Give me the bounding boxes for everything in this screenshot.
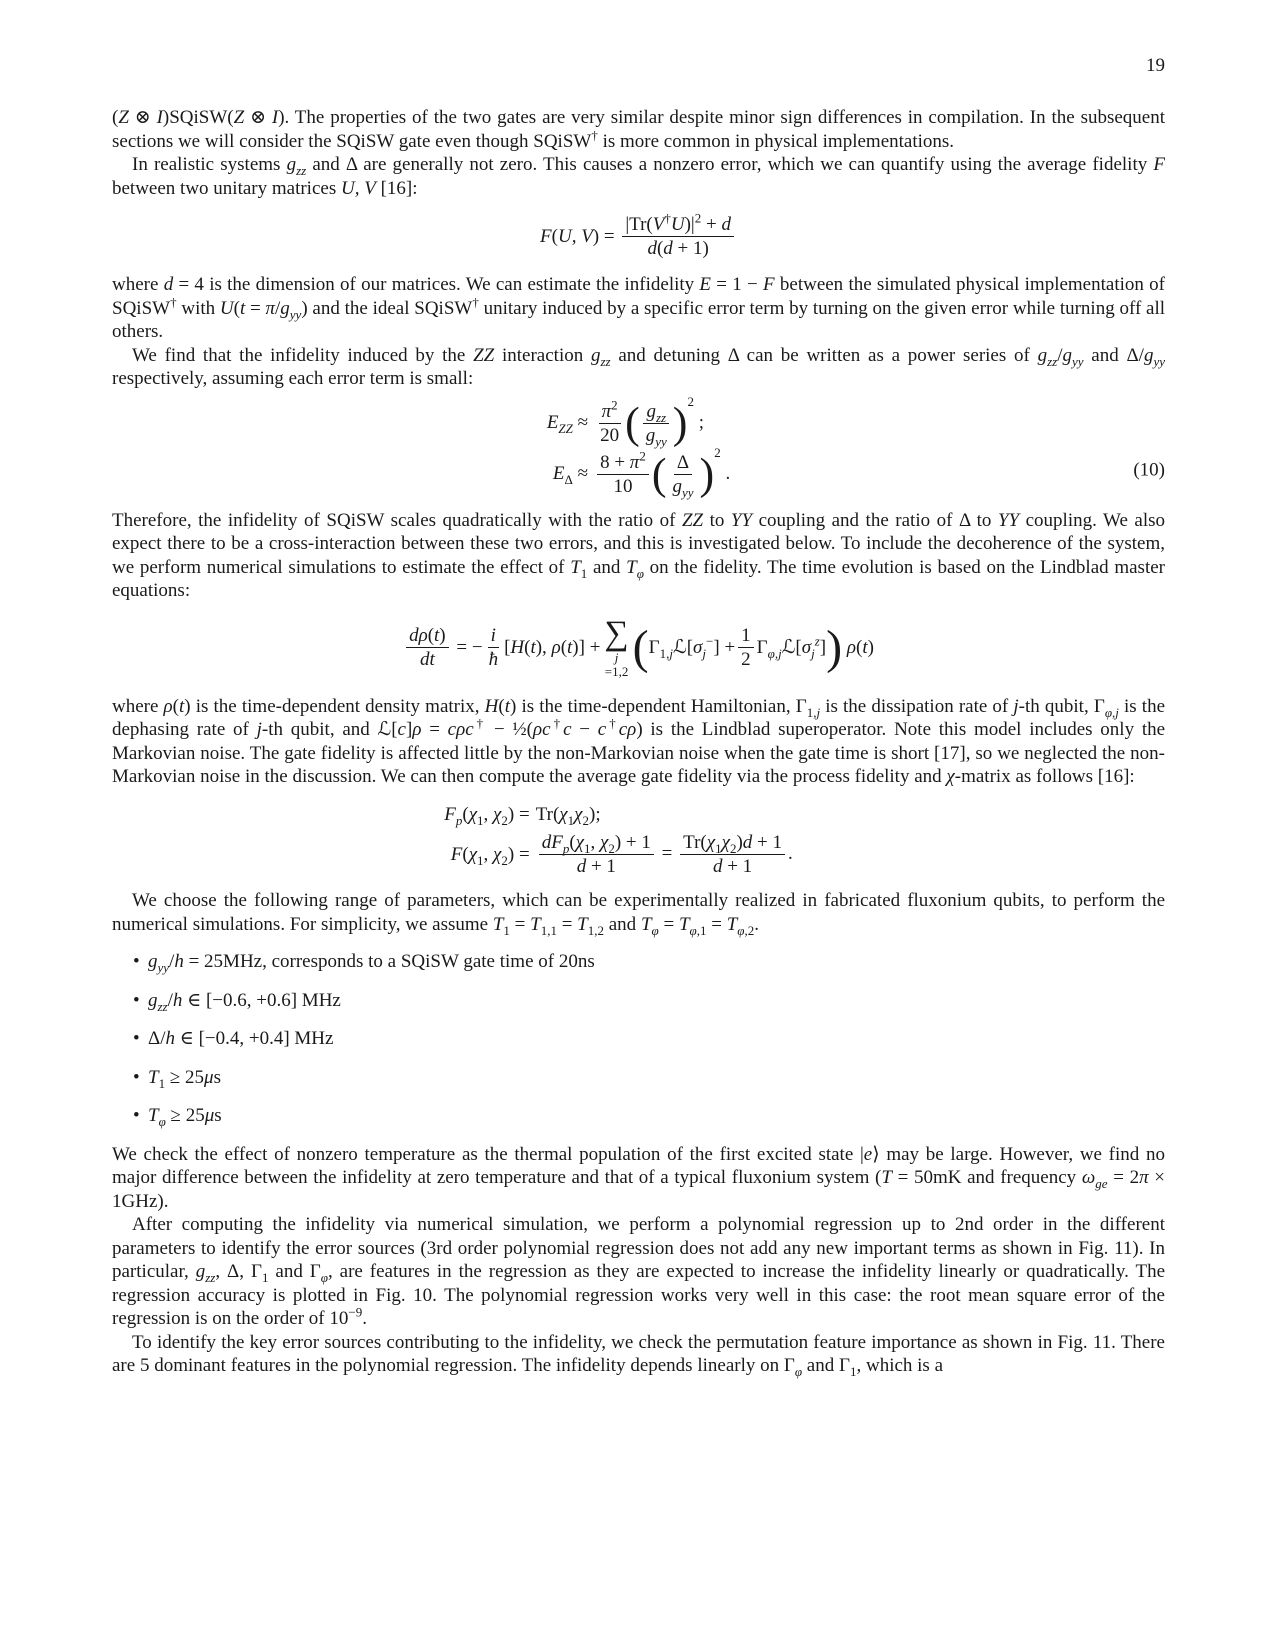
- list-item: • $T_\varphi \ge 25\mu s$: [148, 1104, 1165, 1128]
- parameter-list: [112, 950, 1165, 1128]
- paragraph: We check the effect of nonzero temperature as the thermal population of the first excited state |e⟩ may be large. However, we find no major difference between the infidelity at zero temperature and that of a typical fluxonium system (T = 50mK and frequency $\omega_{ge} = 2\pi \times 1GHz$).: [112, 1143, 1166, 1212]
- page-number: 19: [1146, 55, 1165, 76]
- paragraph: We find that the infidelity induced by the ZZ interaction $g_{zz}$ and detuning Δ can be written as a power series of $g_{zz}/g_{yy}$ and $\Delta/g_{yy}$ respectively, assuming each error term is small:: [112, 344, 1165, 389]
- list-item: • Δ/h ∈ [−0.4, +0.4] MHz: [148, 1027, 1165, 1051]
- lindblad-equation: $\frac{d\rho(t)}{dt}$ = − $\frac{i}{ħ}$ [H(t), ρ(t)] + ∑ j =1,2 ( $\Gamma_{1,j}ℒ[\sigma_j^-]$ + $\frac{1}{2}$ $\Gamma_{\varphi,j}ℒ[\sigma_j^z]$ ) ρ(t): [112, 617, 1165, 679]
- paragraph: Therefore, the infidelity of SQiSW scales quadratically with the ratio of ZZ to YY coupling and the ratio of Δ to YY coupling. We also expect there to be a cross-interaction between these two errors, and this is investigated below. To include the decoherence of the system, we perform numerical simulations to estimate the effect of $T_1$ and $T_\varphi$ on the fidelity. The time evolution is based on the Lindblad master equations:: [112, 509, 1166, 601]
- paragraph: After computing the infidelity via numerical simulation, we perform a polynomial regression up to 2nd order in the different parameters to identify the error sources (3rd order polynomial regression does not add any new important terms as shown in Fig. 11). In particular, $g_{zz}$, Δ, $\Gamma_1$ and $\Gamma_\varphi$, are features in the regression as they are expected to increase the infidelity linearly or quadratically. The regression accuracy is plotted in Fig. 10. The polynomial regression works very well in this case: the root mean square error of the regression is on the order of $10^{-9}$.: [112, 1214, 1166, 1329]
- paragraph: (Z ⊗ I)SQiSW(Z ⊗ I). The properties of the two gates are very similar despite minor sign differences in compilation. In the subsequent sections we will consider the SQiSW gate even though SQiSW† is more common in physical implementations.: [112, 107, 1165, 152]
- infidelity-equations: $E_{ZZ}$ ≈ $\frac{\pi^2}{20}$ ( $\frac{g_{zz}}{g_{yy}}$ )$^2$ ; $E_\Delta$ ≈ $\frac{8 + \pi^2}{10}$ ( $\frac{\Delta}{g_{yy}}$ )$^2$ . (10): [546, 394, 1165, 500]
- paragraph: We choose the following range of parameters, which can be experimentally realized in fabricated fluxonium qubits, to perform the numerical simulations. For simplicity, we assume $T_1 = T_{1,1} = T_{1,2}$ and $T_\varphi = T_{\varphi,1} = T_{\varphi,2}$.: [112, 890, 1165, 938]
- paragraph: where d = 4 is the dimension of our matrices. We can estimate the infidelity E = 1 − F between the simulated physical implementation of SQiSW† with $U(t = \pi/g_{yy})$ and the ideal SQiSW† unitary induced by a specific error term by turning on the given error while turning off all others.: [112, 274, 1166, 342]
- paragraph: To identify the key error sources contributing to the infidelity, we check the permutation feature importance as shown in Fig. 11. There are 5 dominant features in the polynomial regression. The infidelity depends linearly on $\Gamma_\varphi$ and $\Gamma_1$, which is a: [112, 1331, 1165, 1379]
- fidelity-equation: F(U, V) = $\frac{|Tr(V^\dagger U)|^2 + d}{d(d + 1)}$: [112, 214, 1165, 259]
- list-item: • $g_{yy}/h = 25MHz$, corresponds to a SQiSW gate time of 20ns: [148, 950, 1165, 974]
- process-fidelity-equations: $F_p(\chi_1$, $\chi_2$) = $Tr(\chi_1\chi_2)$; $F(\chi_1$, $\chi_2$) = $\frac{dF_p(\chi_1, \chi_2) + 1}{d + 1}$ = $\frac{Tr(\chi_1\chi_2)d + 1}{d + 1}$ .: [444, 803, 793, 877]
- paragraph: where ρ(t) is the time-dependent density matrix, H(t) is the time-dependent Hamiltonian, $\Gamma_{1,j}$ is the dissipation rate of j-th qubit, $\Gamma_{\varphi,j}$ is the dephasing rate of j-th qubit, and ℒ[c]ρ = cρc† − ½(ρc†c − c†cρ) is the Lindblad superoperator. Note this model includes only the Markovian noise. The gate fidelity is affected little by the non-Markovian noise when the gate time is short [17], so we neglected the non-Markovian noise in the discussion. We can then compute the average gate fidelity via the process fidelity and χ-matrix as follows [16]:: [112, 695, 1166, 787]
- page-body: [112, 106, 1165, 1378]
- equation-number: (10): [1133, 458, 1165, 480]
- list-item: • $g_{zz}/h$ ∈ [−0.6, +0.6] MHz: [148, 989, 1165, 1013]
- list-item: • $T_1 \ge 25\mu s$: [148, 1066, 1165, 1090]
- paragraph: In realistic systems $g_{zz}$ and Δ are generally not zero. This causes a nonzero error, which we can quantify using the average fidelity F between two unitary matrices U, V [16]:: [112, 154, 1165, 199]
